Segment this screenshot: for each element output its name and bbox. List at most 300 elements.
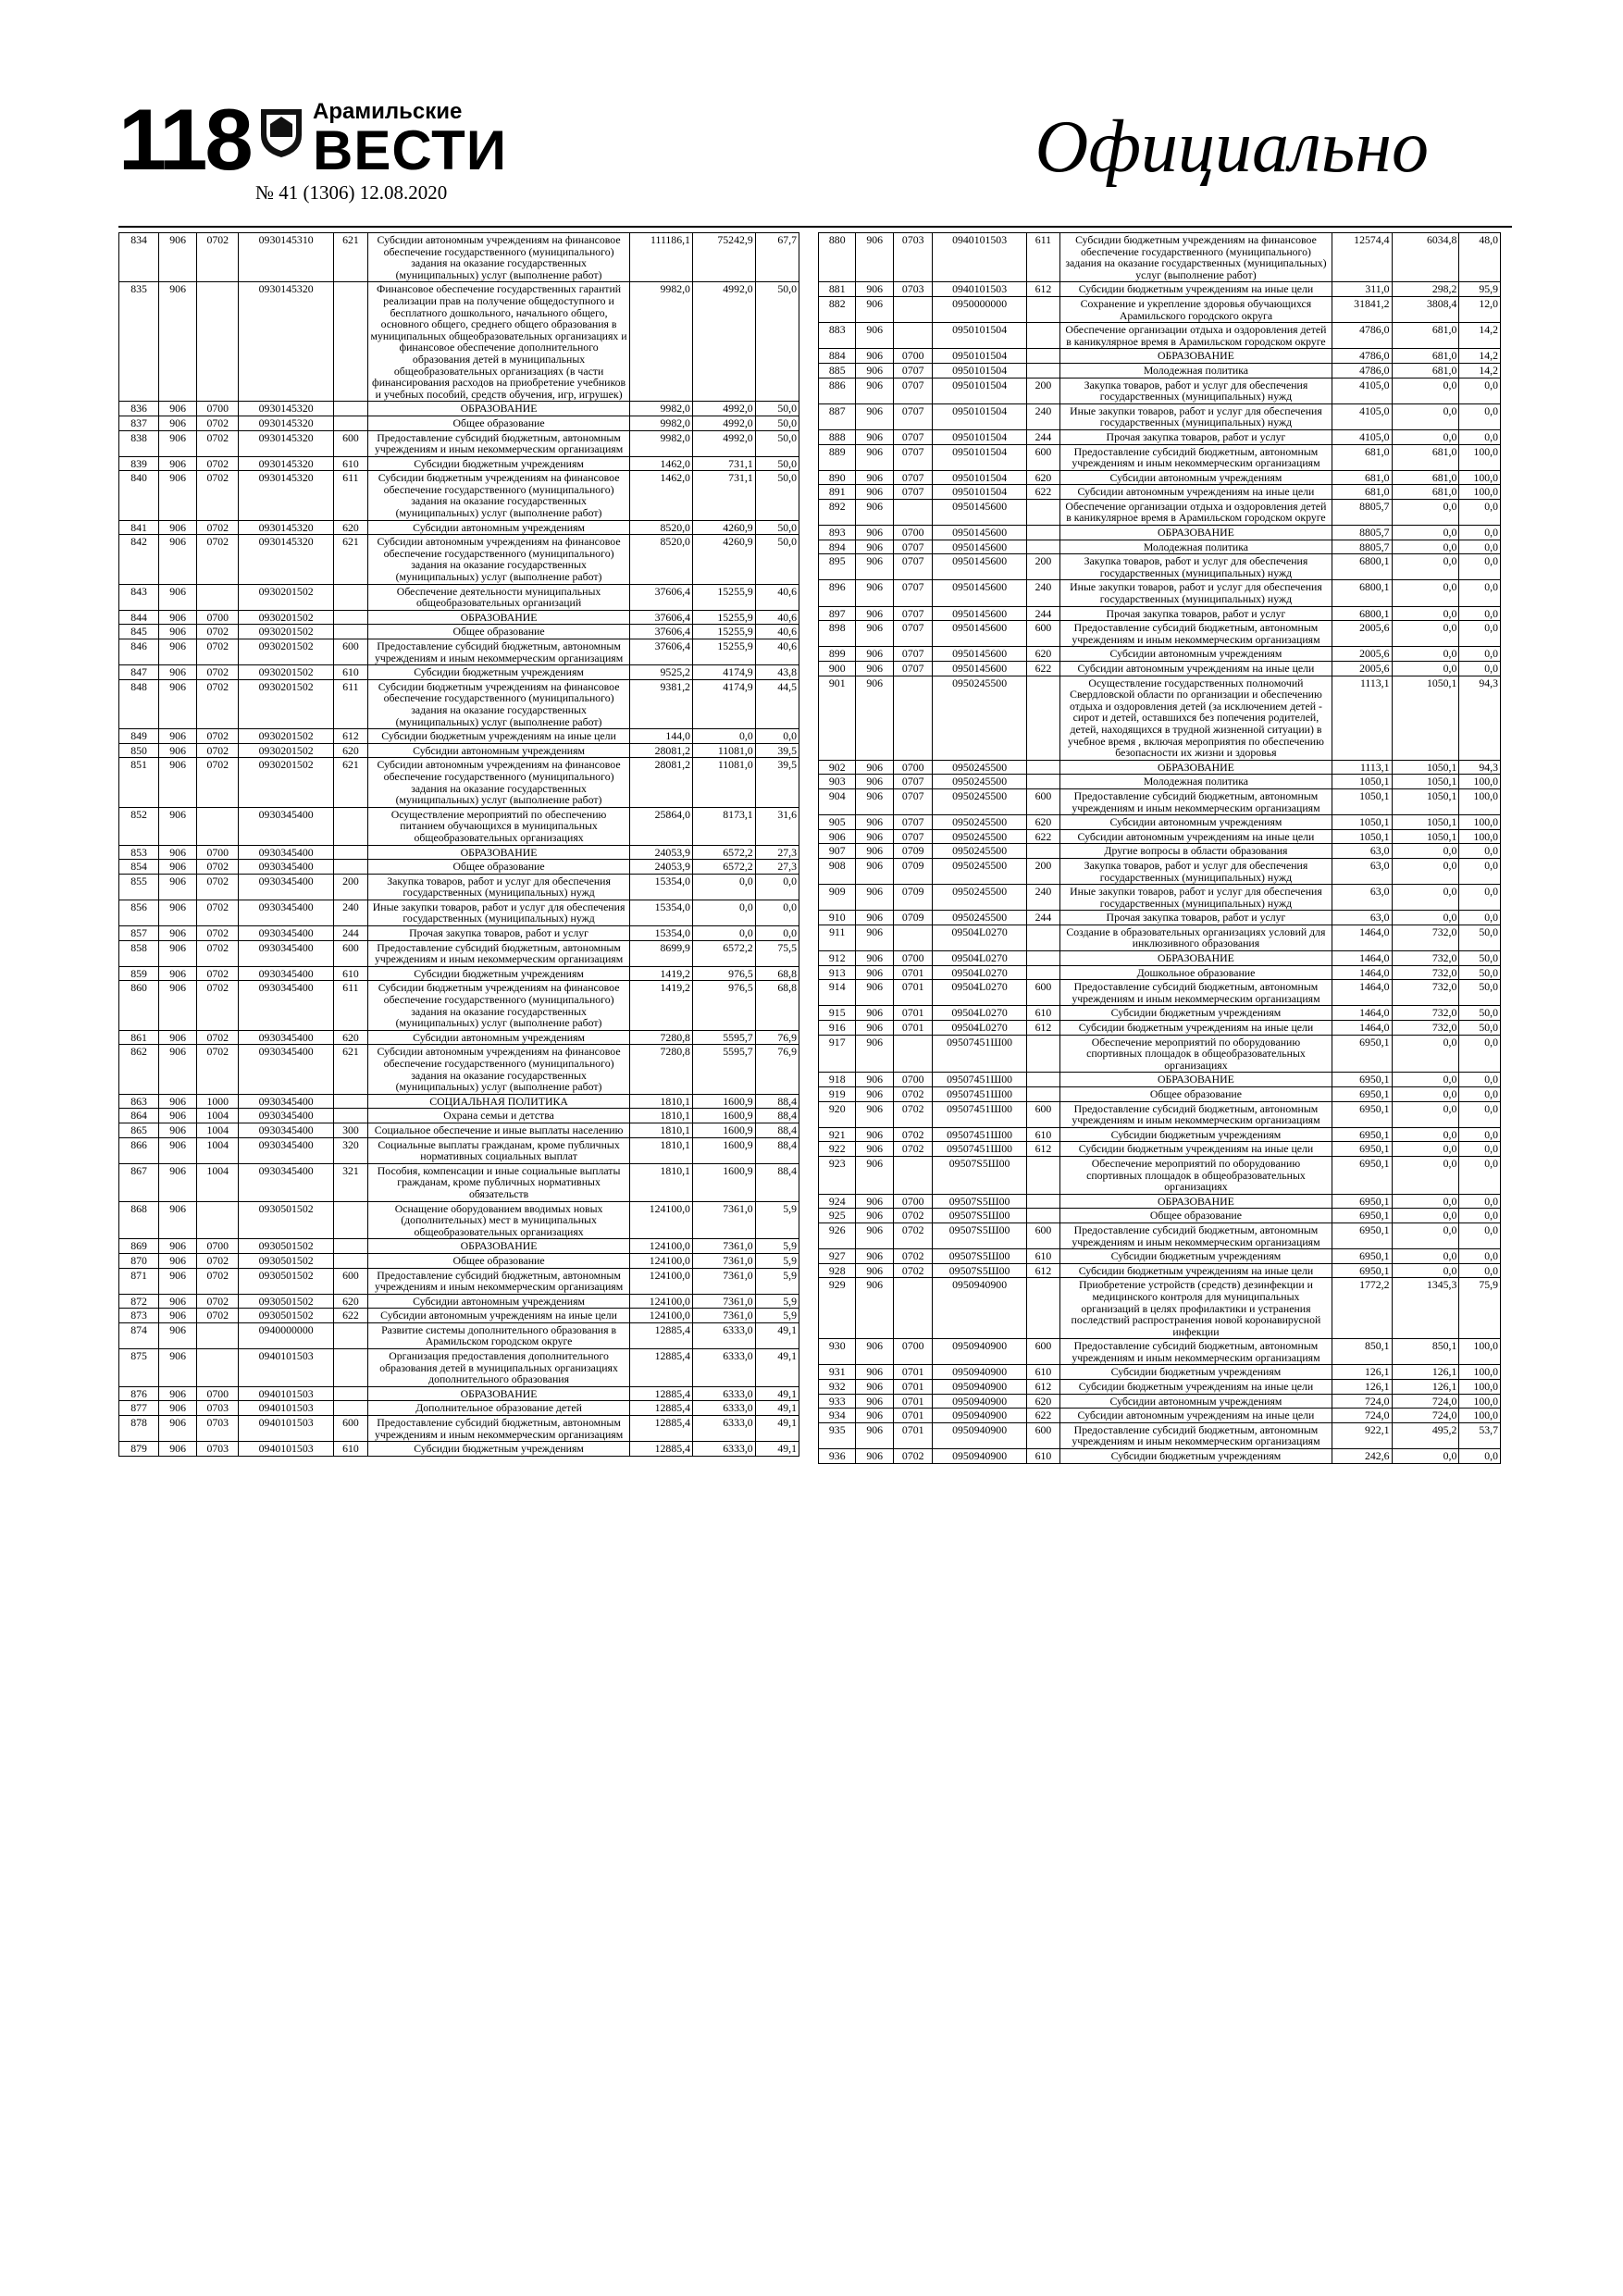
section-code: 0702 [197, 520, 239, 535]
execution-percent: 0,0 [1459, 1142, 1501, 1157]
expense-type [333, 610, 367, 625]
dept-code: 906 [856, 951, 893, 966]
dept-code: 906 [159, 402, 197, 416]
execution-percent: 27,3 [755, 845, 799, 860]
row-number: 900 [819, 662, 856, 676]
executed-amount: 126,1 [1392, 1380, 1459, 1395]
section-code: 0701 [893, 1409, 933, 1423]
executed-amount: 6333,0 [692, 1401, 755, 1416]
expense-type: 610 [1026, 1127, 1059, 1142]
row-number: 928 [819, 1263, 856, 1278]
execution-percent: 0,0 [1459, 1209, 1501, 1223]
expense-type: 620 [333, 520, 367, 535]
section-code: 0701 [893, 1380, 933, 1395]
dept-code: 906 [159, 926, 197, 941]
execution-percent: 49,1 [755, 1416, 799, 1442]
item-name: Субсидии автономным учреждениям на иные цели [1060, 662, 1332, 676]
table-row [119, 1239, 799, 1254]
expense-type: 320 [333, 1137, 367, 1163]
target-code: 0950245500 [933, 829, 1026, 844]
target-code: 0950101504 [933, 363, 1026, 378]
expense-type: 600 [333, 1416, 367, 1442]
item-name: Обеспечение мероприятий по оборудованию спортивных площадок в общеобразовательных организациях [1060, 1035, 1332, 1073]
executed-amount: 0,0 [1392, 1127, 1459, 1142]
target-code: 09507S5Ш00 [933, 1194, 1026, 1209]
row-number: 931 [819, 1365, 856, 1380]
table-row [819, 1449, 1501, 1464]
item-name: Субсидии бюджетным учреждениям [367, 665, 629, 680]
dept-code: 906 [856, 760, 893, 775]
planned-amount: 1050,1 [1332, 815, 1392, 830]
execution-percent: 49,1 [755, 1349, 799, 1387]
dept-code: 906 [856, 1087, 893, 1102]
executed-amount: 7361,0 [692, 1201, 755, 1239]
executed-amount: 0,0 [692, 729, 755, 744]
expense-type: 600 [333, 940, 367, 966]
row-number: 860 [119, 981, 159, 1030]
planned-amount: 8805,7 [1332, 499, 1392, 525]
expense-type: 240 [1026, 885, 1059, 911]
planned-amount: 1050,1 [1332, 829, 1392, 844]
executed-amount: 0,0 [1392, 1156, 1459, 1194]
section-code: 0702 [197, 874, 239, 900]
row-number: 926 [819, 1222, 856, 1248]
item-name: Общее образование [367, 416, 629, 430]
section-code: 0702 [893, 1449, 933, 1464]
table-row [819, 485, 1501, 500]
item-name: Субсидии автономным учреждениям на финансовое обеспечение государственного (муниципального) задания на оказание государственных (муниципальных) услуг (выполнение работ) [367, 535, 629, 584]
target-code: 0930201502 [239, 625, 334, 639]
item-name: ОБРАЗОВАНИЕ [1060, 1073, 1332, 1087]
executed-amount: 0,0 [1392, 499, 1459, 525]
execution-percent: 50,0 [755, 402, 799, 416]
execution-percent: 100,0 [1459, 444, 1501, 470]
expense-type [1026, 1278, 1059, 1339]
row-number: 877 [119, 1401, 159, 1416]
section-code [893, 1035, 933, 1073]
execution-percent: 0,0 [1459, 1263, 1501, 1278]
execution-percent: 88,4 [755, 1109, 799, 1123]
planned-amount: 2005,6 [1332, 647, 1392, 662]
planned-amount: 24053,9 [630, 845, 693, 860]
planned-amount: 4105,0 [1332, 429, 1392, 444]
dept-code: 906 [856, 1339, 893, 1365]
executed-amount: 732,0 [1392, 965, 1459, 980]
item-name: Субсидии бюджетным учреждениям [1060, 1365, 1332, 1380]
expense-type: 200 [333, 874, 367, 900]
row-number: 845 [119, 625, 159, 639]
execution-percent: 0,0 [755, 729, 799, 744]
execution-percent: 0,0 [1459, 1222, 1501, 1248]
section-code: 1000 [197, 1094, 239, 1109]
executed-amount: 0,0 [1392, 1087, 1459, 1102]
dept-code: 906 [856, 1101, 893, 1127]
item-name: Субсидии бюджетным учреждениям [1060, 1006, 1332, 1021]
expense-type: 620 [333, 1030, 367, 1045]
expense-type [333, 1094, 367, 1109]
row-number: 935 [819, 1422, 856, 1448]
execution-percent: 0,0 [1459, 844, 1501, 859]
execution-percent: 0,0 [755, 900, 799, 925]
item-name: Субсидии автономным учреждениям на финансовое обеспечение государственного (муниципального) задания на оказание государственных (муниципальных) услуг (выполнение работ) [367, 1045, 629, 1094]
execution-percent: 50,0 [1459, 1006, 1501, 1021]
planned-amount: 681,0 [1332, 444, 1392, 470]
expense-type: 620 [1026, 647, 1059, 662]
planned-amount: 111186,1 [630, 233, 693, 282]
execution-percent: 44,5 [755, 679, 799, 728]
execution-percent: 50,0 [1459, 951, 1501, 966]
execution-percent: 49,1 [755, 1322, 799, 1348]
dept-code: 906 [856, 606, 893, 621]
table-row [119, 926, 799, 941]
item-name: Субсидии бюджетным учреждениям на иные цели [1060, 1380, 1332, 1395]
expense-type [333, 860, 367, 875]
dept-code: 906 [159, 471, 197, 520]
dept-code: 906 [856, 485, 893, 500]
section-code: 0700 [197, 1386, 239, 1401]
planned-amount: 8805,7 [1332, 526, 1392, 540]
row-number: 882 [819, 296, 856, 322]
expense-type: 200 [1026, 554, 1059, 580]
expense-type: 612 [1026, 1380, 1059, 1395]
expense-type: 621 [333, 1045, 367, 1094]
section-code [197, 807, 239, 845]
table-row [819, 1394, 1501, 1409]
execution-percent: 5,9 [755, 1239, 799, 1254]
section-code: 0707 [893, 647, 933, 662]
planned-amount: 6950,1 [1332, 1156, 1392, 1194]
target-code: 0950101504 [933, 444, 1026, 470]
execution-percent: 40,6 [755, 610, 799, 625]
row-number: 925 [819, 1209, 856, 1223]
planned-amount: 31841,2 [1332, 296, 1392, 322]
expense-type: 600 [1026, 1422, 1059, 1448]
section-code: 0707 [893, 444, 933, 470]
section-code: 0700 [197, 402, 239, 416]
target-code: 0950940900 [933, 1394, 1026, 1409]
target-code: 0950940900 [933, 1409, 1026, 1423]
planned-amount: 15354,0 [630, 874, 693, 900]
row-number: 868 [119, 1201, 159, 1239]
executed-amount: 15255,9 [692, 584, 755, 610]
executed-amount: 0,0 [1392, 554, 1459, 580]
execution-percent: 50,0 [1459, 925, 1501, 950]
masthead-small: Арамильские [313, 99, 463, 124]
execution-percent: 0,0 [1459, 1101, 1501, 1127]
row-number: 866 [119, 1137, 159, 1163]
executed-amount: 976,5 [692, 981, 755, 1030]
item-name: СОЦИАЛЬНАЯ ПОЛИТИКА [367, 1094, 629, 1109]
executed-amount: 1345,3 [1392, 1278, 1459, 1339]
item-name: Общее образование [367, 625, 629, 639]
planned-amount: 9381,2 [630, 679, 693, 728]
row-number: 896 [819, 580, 856, 606]
executed-amount: 732,0 [1392, 925, 1459, 950]
execution-percent: 0,0 [1459, 621, 1501, 647]
dept-code: 906 [159, 1109, 197, 1123]
dept-code: 906 [856, 526, 893, 540]
planned-amount: 1113,1 [1332, 760, 1392, 775]
planned-amount: 1810,1 [630, 1109, 693, 1123]
execution-percent: 0,0 [1459, 662, 1501, 676]
dept-code: 906 [159, 430, 197, 456]
header-rule [118, 226, 1512, 228]
expense-type: 600 [1026, 1101, 1059, 1127]
target-code: 0950145600 [933, 540, 1026, 554]
section-code: 0702 [197, 900, 239, 925]
planned-amount: 25864,0 [630, 807, 693, 845]
section-code: 0702 [197, 966, 239, 981]
table-row [819, 403, 1501, 429]
execution-percent: 0,0 [1459, 1087, 1501, 1102]
target-code: 0950940900 [933, 1339, 1026, 1365]
section-code: 0702 [197, 1253, 239, 1268]
expense-type [1026, 526, 1059, 540]
execution-percent: 88,4 [755, 1094, 799, 1109]
executed-amount: 0,0 [1392, 885, 1459, 911]
item-name: Субсидии автономным учреждениям [367, 520, 629, 535]
target-code: 09507451Ш00 [933, 1087, 1026, 1102]
table-row [119, 874, 799, 900]
table-row [819, 1209, 1501, 1223]
planned-amount: 7280,8 [630, 1030, 693, 1045]
row-number: 921 [819, 1127, 856, 1142]
section-code: 0701 [893, 1006, 933, 1021]
executed-amount: 0,0 [1392, 378, 1459, 403]
execution-percent: 0,0 [1459, 499, 1501, 525]
execution-percent: 50,0 [755, 535, 799, 584]
item-name: Осуществление мероприятий по обеспечению питанием обучающихся в муниципальных общеобразовательных организациях [367, 807, 629, 845]
planned-amount: 63,0 [1332, 885, 1392, 911]
item-name: Создание в образовательных организациях условий для инклюзивного образования [1060, 925, 1332, 950]
row-number: 867 [119, 1163, 159, 1201]
item-name: ОБРАЗОВАНИЕ [1060, 1194, 1332, 1209]
dept-code: 906 [159, 584, 197, 610]
item-name: Субсидии бюджетным учреждениям на иные цели [367, 729, 629, 744]
section-code: 0702 [893, 1222, 933, 1248]
item-name: Субсидии бюджетным учреждениям на финансовое обеспечение государственного (муниципального) задания на оказание государственных (муниципальных) услуг (выполнение работ) [367, 471, 629, 520]
target-code: 09507451Ш00 [933, 1035, 1026, 1073]
table-row [119, 584, 799, 610]
item-name: Субсидии бюджетным учреждениям на финансовое обеспечение государственного (муниципального) задания на оказание государственных (муниципальных) услуг (выполнение работ) [367, 981, 629, 1030]
item-name: Субсидии автономным учреждениям [1060, 1394, 1332, 1409]
table-row [119, 1322, 799, 1348]
target-code: 09504L0270 [933, 1006, 1026, 1021]
target-code: 0930201502 [239, 729, 334, 744]
target-code: 09504L0270 [933, 925, 1026, 950]
item-name: Обеспечение организации отдыха и оздоровления детей в каникулярное время в Арамильском городском округе [1060, 499, 1332, 525]
target-code: 0950940900 [933, 1365, 1026, 1380]
executed-amount: 7361,0 [692, 1253, 755, 1268]
row-number: 930 [819, 1339, 856, 1365]
item-name: Предоставление субсидий бюджетным, автономным учреждениям и иным некоммерческим организациям [1060, 788, 1332, 814]
section-code: 0702 [197, 1268, 239, 1294]
table-row [119, 1349, 799, 1387]
execution-percent: 76,9 [755, 1045, 799, 1094]
target-code: 0930345400 [239, 940, 334, 966]
expense-type: 620 [333, 743, 367, 758]
section-code: 0702 [197, 625, 239, 639]
dept-code: 906 [159, 1386, 197, 1401]
dept-code: 906 [856, 282, 893, 297]
executed-amount: 6333,0 [692, 1416, 755, 1442]
section-code [197, 282, 239, 402]
row-number: 878 [119, 1416, 159, 1442]
row-number: 927 [819, 1249, 856, 1264]
expense-type: 611 [1026, 233, 1059, 282]
planned-amount: 1464,0 [1332, 1021, 1392, 1036]
expense-type [1026, 1087, 1059, 1102]
table-row [819, 1422, 1501, 1448]
table-row [819, 911, 1501, 925]
planned-amount: 6950,1 [1332, 1087, 1392, 1102]
expense-type [333, 1386, 367, 1401]
table-row [819, 647, 1501, 662]
section-code: 0707 [893, 815, 933, 830]
dept-code: 906 [159, 610, 197, 625]
dept-code: 906 [856, 885, 893, 911]
planned-amount: 12885,4 [630, 1349, 693, 1387]
row-number: 848 [119, 679, 159, 728]
execution-percent: 50,0 [755, 520, 799, 535]
dept-code: 906 [856, 621, 893, 647]
execution-percent: 50,0 [1459, 1021, 1501, 1036]
table-row [119, 1163, 799, 1201]
expense-type: 610 [1026, 1006, 1059, 1021]
section-code: 0707 [893, 363, 933, 378]
expense-type: 600 [1026, 444, 1059, 470]
dept-code: 906 [159, 1322, 197, 1348]
target-code: 0930501502 [239, 1294, 334, 1309]
dept-code: 906 [159, 981, 197, 1030]
dept-code: 906 [159, 233, 197, 282]
target-code: 0950245500 [933, 775, 1026, 789]
section-code: 0702 [893, 1249, 933, 1264]
target-code: 0950940900 [933, 1449, 1026, 1464]
table-row [819, 844, 1501, 859]
item-name: Осуществление государственных полномочий Свердловской области по организации и обеспечению отдыха и оздоровления детей (за исключением детей - сирот и детей, оставшихся без попечения родителей, детей, находящихся в трудной жизненной ситуации) в учебное время , включая мероприятия по обеспечению безопасности их жизни и здоровья [1060, 676, 1332, 760]
execution-percent: 49,1 [755, 1386, 799, 1401]
expense-type: 610 [1026, 1249, 1059, 1264]
planned-amount: 24053,9 [630, 860, 693, 875]
executed-amount: 8173,1 [692, 807, 755, 845]
table-row [119, 940, 799, 966]
executed-amount: 6572,2 [692, 860, 755, 875]
planned-amount: 4786,0 [1332, 349, 1392, 364]
execution-percent: 0,0 [1459, 378, 1501, 403]
table-row [819, 1380, 1501, 1395]
execution-percent: 75,5 [755, 940, 799, 966]
executed-amount: 1600,9 [692, 1094, 755, 1109]
dept-code: 906 [159, 1201, 197, 1239]
expense-type: 600 [1026, 621, 1059, 647]
section-code: 0701 [893, 1365, 933, 1380]
executed-amount: 4260,9 [692, 520, 755, 535]
item-name: Субсидии автономным учреждениям на иные цели [1060, 829, 1332, 844]
item-name: ОБРАЗОВАНИЕ [367, 1239, 629, 1254]
row-number: 904 [819, 788, 856, 814]
execution-percent: 49,1 [755, 1401, 799, 1416]
section-code: 0709 [893, 911, 933, 925]
target-code: 0930501502 [239, 1253, 334, 1268]
item-name: Приобретение устройств (средств) дезинфекции и медицинского контроля для муниципальных организаций в целях профилактики и устранения последствий распространения новой коронавирусной инфекции [1060, 1278, 1332, 1339]
planned-amount: 124100,0 [630, 1309, 693, 1323]
item-name: Иные закупки товаров, работ и услуг для обеспечения государственных (муниципальных) нужд [1060, 403, 1332, 429]
row-number: 920 [819, 1101, 856, 1127]
row-number: 887 [819, 403, 856, 429]
planned-amount: 1464,0 [1332, 1006, 1392, 1021]
dept-code: 906 [856, 1222, 893, 1248]
item-name: Субсидии автономным учреждениям на иные цели [1060, 1409, 1332, 1423]
target-code: 0930201502 [239, 665, 334, 680]
executed-amount: 1050,1 [1392, 676, 1459, 760]
section-code: 0707 [893, 829, 933, 844]
dept-code: 906 [159, 1094, 197, 1109]
target-code: 0950145600 [933, 580, 1026, 606]
table-row [119, 807, 799, 845]
table-row [819, 1222, 1501, 1248]
section-code: 0702 [197, 981, 239, 1030]
dept-code: 906 [856, 1449, 893, 1464]
row-number: 898 [819, 621, 856, 647]
row-number: 933 [819, 1394, 856, 1409]
table-row [819, 499, 1501, 525]
expense-type [333, 402, 367, 416]
planned-amount: 4105,0 [1332, 403, 1392, 429]
item-name: Прочая закупка товаров, работ и услуг [1060, 606, 1332, 621]
table-row [119, 1109, 799, 1123]
dept-code: 906 [856, 676, 893, 760]
table-row [819, 621, 1501, 647]
item-name: Прочая закупка товаров, работ и услуг [1060, 429, 1332, 444]
table-row [819, 1127, 1501, 1142]
expense-type: 612 [333, 729, 367, 744]
issue-line: № 41 (1306) 12.08.2020 [255, 181, 448, 204]
expense-type [333, 1253, 367, 1268]
row-number: 872 [119, 1294, 159, 1309]
executed-amount: 731,1 [692, 456, 755, 471]
section-code: 0707 [893, 775, 933, 789]
dept-code: 906 [856, 844, 893, 859]
table-row [119, 610, 799, 625]
row-number: 853 [119, 845, 159, 860]
dept-code: 906 [856, 470, 893, 485]
table-row [819, 1035, 1501, 1073]
section-code: 0701 [893, 980, 933, 1006]
target-code: 0930345400 [239, 1137, 334, 1163]
section-code: 0701 [893, 1021, 933, 1036]
dept-code: 906 [856, 499, 893, 525]
expense-type: 621 [333, 758, 367, 807]
planned-amount: 724,0 [1332, 1394, 1392, 1409]
execution-percent: 88,4 [755, 1123, 799, 1137]
section-code: 0702 [197, 471, 239, 520]
expense-type [1026, 540, 1059, 554]
table-row [819, 580, 1501, 606]
dept-code: 906 [856, 775, 893, 789]
executed-amount: 1050,1 [1392, 815, 1459, 830]
row-number: 916 [819, 1021, 856, 1036]
item-name: Оснащение оборудованием вводимых новых (дополнительных) мест в муниципальных общеобразовательных организациях [367, 1201, 629, 1239]
dept-code: 906 [856, 378, 893, 403]
expense-type [333, 1201, 367, 1239]
table-row [819, 815, 1501, 830]
planned-amount: 126,1 [1332, 1365, 1392, 1380]
section-code: 0702 [197, 639, 239, 665]
executed-amount: 11081,0 [692, 758, 755, 807]
expense-type [333, 1401, 367, 1416]
target-code: 0950940900 [933, 1380, 1026, 1395]
